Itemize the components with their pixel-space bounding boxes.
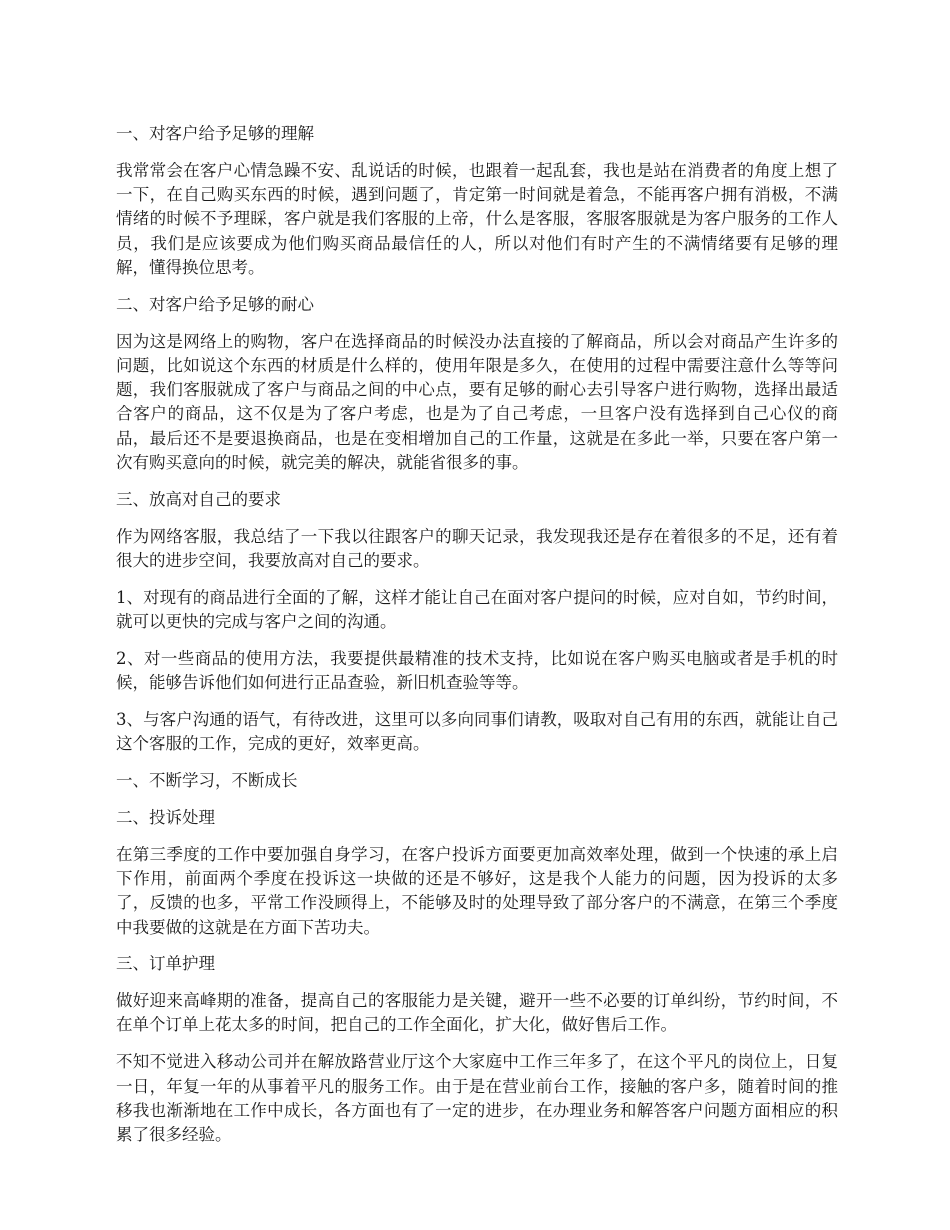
list-item-paragraph: 2、对一些商品的使用方法，我要提供最精准的技术支持，比如说在客户购买电脑或者是手机的时候，能够告诉他们如何进行正品查验，新旧机查验等等。 — [116, 648, 838, 693]
section-heading: 一、对客户给予足够的理解 — [116, 124, 314, 143]
section-heading: 二、投诉处理 — [116, 807, 215, 827]
body-paragraph: 在第三季度的工作中要加强自身学习，在客户投诉方面要更加高效率处理，做到一个快速的承上启下作用，前面两个季度在投诉这一块做的还是不够好，这是我个人能力的问题，因为投诉的太多了，反馈的也多，平常工作没顾得上，不能够及时的处理导致了部分客户的不满意，在第三个季度中我要做的这就是在方面下苦功夫。 — [116, 844, 838, 937]
body-paragraph: 因为这是网络上的购物，客户在选择商品的时候没办法直接的了解商品，所以会对商品产生许多的问题，比如说这个东西的材质是什么样的，使用年限是多久，在使用的过程中需要注意什么等等问题，我们客服就成了客户与商品之间的中心点，要有足够的耐心去引导客户进行购物，选择出最适合客户的商品，这不仅是为了客户考虑，也是为了自己考虑，一旦客户没有选择到自己心仪的商品，最后还不是要退换商品，也是在变相增加自己的工作量，这就是在多此一举，只要在客户第一次有购买意向的时候，就完美的解决，就能省很多的事。 — [116, 331, 838, 473]
list-item-paragraph: 1、对现有的商品进行全面的了解，这样才能让自己在面对客户提问的时候，应对自如，节约时间，就可以更快的完成与客户之间的沟通。 — [116, 587, 838, 632]
document-page — [116, 122, 838, 1160]
body-paragraph: 做好迎来高峰期的准备，提高自己的客服能力是关键，避开一些不必要的订单纠纷，节约时间，不在单个订单上花太多的时间，把自己的工作全面化，扩大化，做好售后工作。 — [116, 991, 838, 1035]
body-paragraph: 不知不觉进入移动公司并在解放路营业厅这个大家庭中工作三年多了，在这个平凡的岗位上，日复一日，年复一年的从事着平凡的服务工作。由于是在营业前台工作，接触的客户多，随着时间的推移我也渐渐地在工作中成长，各方面也有了一定的进步，在办理业务和解答客户问题方面相应的积累了很多经验。 — [116, 1052, 838, 1145]
section-heading: 三、订单护理 — [116, 954, 215, 974]
list-item-paragraph: 3、与客户沟通的语气，有待改进，这里可以多向同事们请教，吸取对自己有用的东西，就能让自己这个客服的工作，完成的更好，效率更高。 — [116, 709, 838, 754]
body-paragraph: 我常常会在客户心情急躁不安、乱说话的时候，也跟着一起乱套，我也是站在消费者的角度上想了一下，在自己购买东西的时候，遇到问题了，肯定第一时间就是着急，不能再客户拥有消极，不满情绪的时候不予理睬，客户就是我们客服的上帝，什么是客服，客服客服就是为客户服务的工作人员，我们是应该要成为他们购买商品最信任的人，所以对他们有时产生的不满情绪要有足够的理解，懂得换位思考。 — [116, 160, 838, 277]
section-heading: 一、不断学习，不断成长 — [116, 771, 298, 791]
section-heading: 二、对客户给予足够的耐心 — [116, 294, 314, 314]
body-paragraph: 作为网络客服，我总结了一下我以往跟客户的聊天记录，我发现我还是存在着很多的不足，还有着很大的进步空间，我要放高对自己的要求。 — [116, 526, 838, 570]
section-heading: 三、放高对自己的要求 — [116, 489, 281, 509]
